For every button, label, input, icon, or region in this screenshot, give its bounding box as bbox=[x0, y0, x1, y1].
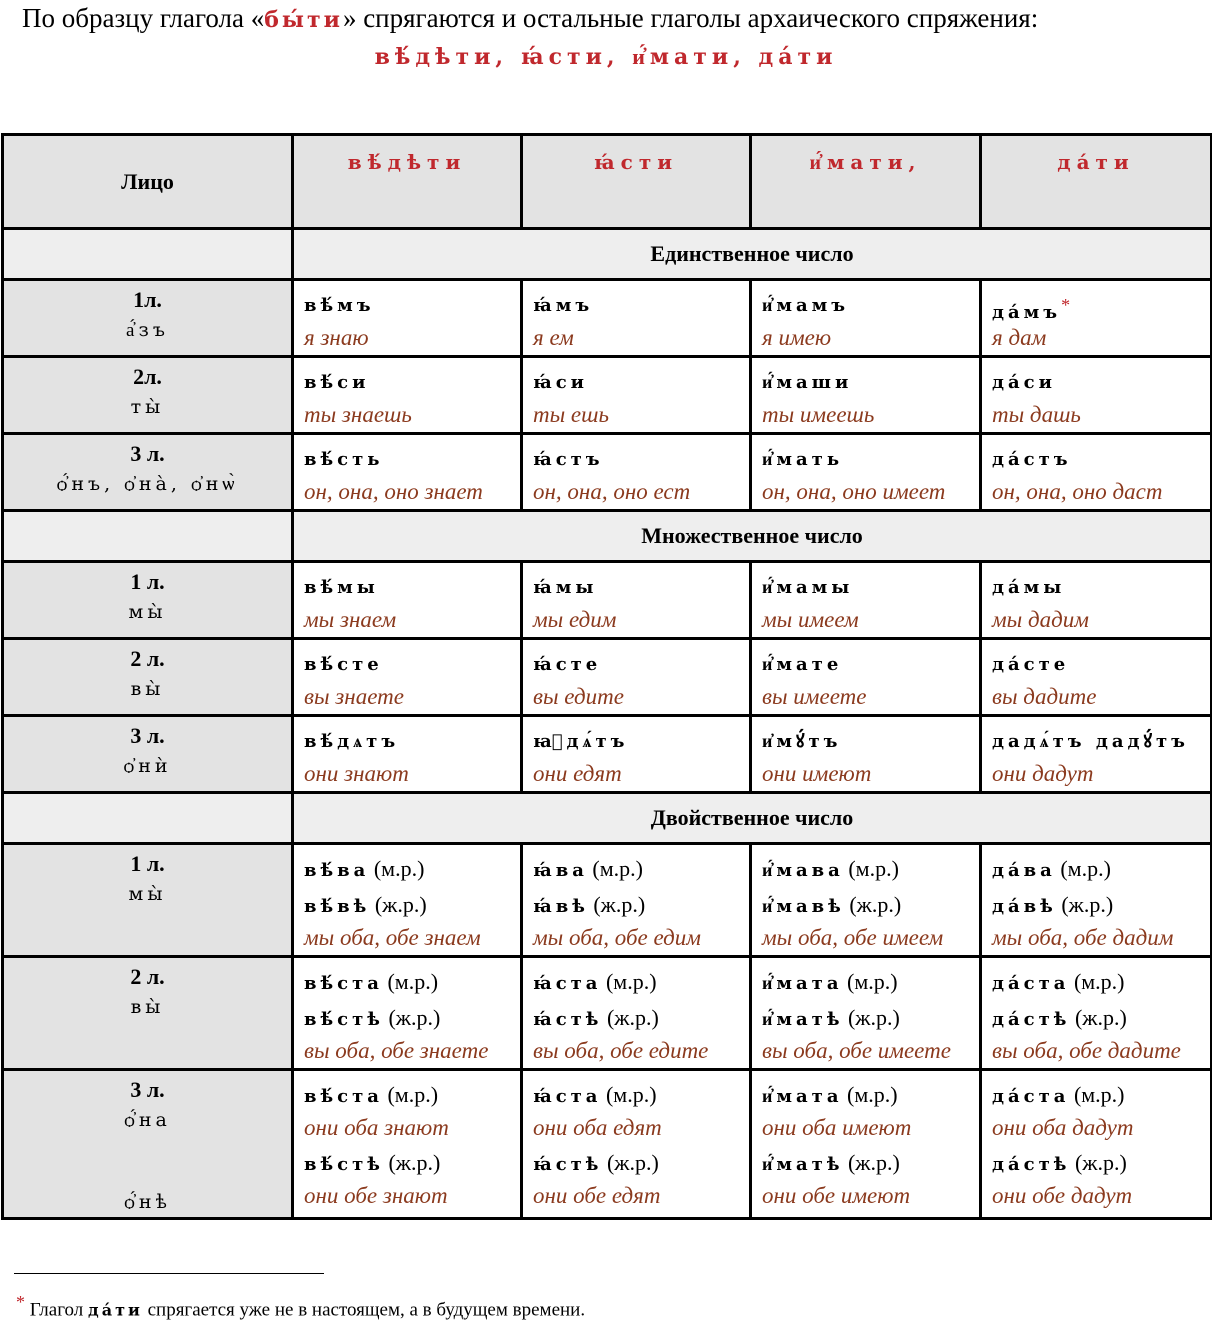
intro-text bbox=[22, 0, 1038, 38]
translation: он, она, оно знает bbox=[304, 479, 483, 504]
form-fem bbox=[762, 1000, 969, 1036]
form-cell bbox=[293, 716, 522, 793]
translation: они имеют bbox=[762, 761, 872, 786]
translation: они оба дадут bbox=[992, 1115, 1134, 1140]
pronoun: ѻ҆́нъ, ѻ҆на̀, ѻ҆нѡ̀ bbox=[56, 473, 239, 495]
form-fem bbox=[992, 887, 1200, 923]
gender-label: (м.р.) bbox=[1073, 969, 1125, 994]
translation: я знаю bbox=[304, 325, 369, 350]
translation: вы оба, обе знаете bbox=[304, 1038, 489, 1063]
gender-label: (м.р.) bbox=[605, 1082, 657, 1107]
person-cell bbox=[3, 957, 293, 1070]
form-cell bbox=[751, 357, 981, 434]
translation: они оба имеют bbox=[762, 1115, 912, 1140]
form-masc bbox=[762, 964, 969, 1000]
form-cell bbox=[522, 844, 751, 957]
form-line bbox=[533, 287, 739, 323]
person-cell bbox=[3, 434, 293, 511]
gender-label: (ж.р.) bbox=[593, 892, 646, 917]
table-row-s3 bbox=[3, 434, 1212, 511]
gender-label: (м.р.) bbox=[1060, 856, 1111, 881]
intro-before: По образцу глагола « bbox=[22, 3, 265, 33]
translation: вы знаете bbox=[304, 684, 404, 709]
form-line bbox=[533, 723, 739, 759]
form: и҆́матѣ bbox=[762, 1009, 844, 1030]
form-line bbox=[533, 646, 739, 682]
gender-label: (ж.р.) bbox=[1074, 1150, 1127, 1175]
form: ꙗ́вѣ bbox=[533, 896, 589, 917]
form-line bbox=[304, 723, 510, 759]
form: да́стѣ bbox=[992, 1009, 1071, 1030]
form-cell bbox=[751, 280, 981, 357]
form-cell bbox=[751, 957, 981, 1070]
form-cell bbox=[293, 1070, 522, 1219]
translation: я имею bbox=[762, 325, 832, 350]
form-cell bbox=[293, 280, 522, 357]
form-cell bbox=[751, 716, 981, 793]
form-masc bbox=[762, 851, 969, 887]
translation: он, она, оно ест bbox=[533, 479, 691, 504]
form: ꙗ́мъ bbox=[533, 295, 594, 316]
form: ꙗ́мы bbox=[533, 577, 598, 598]
table-row-s2 bbox=[3, 357, 1212, 434]
form-cell bbox=[751, 639, 981, 716]
translation: вы оба, обе имеете bbox=[762, 1038, 951, 1063]
person-cell bbox=[3, 357, 293, 434]
table-row-d3 bbox=[3, 1070, 1212, 1219]
person-cell bbox=[3, 562, 293, 639]
form-cell bbox=[981, 434, 1212, 511]
verb-list: вѣ́дѣти, ꙗ́сти, и҆́мати, да́ти bbox=[374, 44, 838, 70]
form-cell bbox=[522, 1070, 751, 1219]
translation: мы знаем bbox=[304, 607, 397, 632]
form: вѣ́мы bbox=[304, 577, 379, 598]
form-line bbox=[304, 287, 510, 323]
translation: мы оба, обе едим bbox=[533, 925, 701, 950]
pronoun: ѻ҆́нѣ bbox=[124, 1191, 171, 1213]
form: и҆́мамъ bbox=[762, 295, 850, 316]
translation: они знают bbox=[304, 761, 409, 786]
table-row-d2 bbox=[3, 957, 1212, 1070]
person-label: 2 л. bbox=[130, 646, 165, 671]
gender-label: (ж.р.) bbox=[388, 1150, 441, 1175]
translation: вы едите bbox=[533, 684, 624, 709]
form-fem bbox=[304, 1000, 510, 1036]
section-singular-row bbox=[3, 229, 1212, 280]
pronoun: ѻ҆́на bbox=[124, 1109, 171, 1131]
translation: они обе дадут bbox=[992, 1183, 1133, 1208]
form: вѣ́вѣ bbox=[304, 896, 371, 917]
form-masc bbox=[533, 1077, 739, 1113]
form: да́ста bbox=[992, 1086, 1070, 1107]
form: вѣ́дѧтъ bbox=[304, 731, 400, 752]
translation: ты ешь bbox=[533, 402, 609, 427]
form-cell bbox=[293, 357, 522, 434]
form: вѣ́сть bbox=[304, 449, 384, 470]
form-line bbox=[304, 364, 510, 400]
gender-label: (м.р.) bbox=[848, 856, 899, 881]
form-cell bbox=[522, 434, 751, 511]
form-fem bbox=[762, 1145, 969, 1181]
person-label: 2 л. bbox=[130, 964, 165, 989]
form: ꙗ́ста bbox=[533, 1086, 602, 1107]
section-singular: Единственное число bbox=[293, 229, 1212, 280]
form-cell bbox=[981, 1070, 1212, 1219]
form-cell bbox=[293, 639, 522, 716]
form: да́си bbox=[992, 372, 1056, 393]
person-cell bbox=[3, 280, 293, 357]
form-line bbox=[992, 646, 1200, 682]
form: да́вѣ bbox=[992, 896, 1057, 917]
form: и҆мꙋ́тъ bbox=[762, 731, 842, 752]
gender-label: (ж.р.) bbox=[847, 1005, 900, 1030]
gender-label: (м.р.) bbox=[847, 1082, 898, 1107]
form-cell bbox=[293, 957, 522, 1070]
translation: ты дашь bbox=[992, 402, 1081, 427]
section-blank bbox=[3, 793, 293, 844]
form: ꙗ́стѣ bbox=[533, 1009, 603, 1030]
form-cell bbox=[293, 562, 522, 639]
pronoun: мы̀ bbox=[128, 601, 167, 623]
form-line bbox=[533, 441, 739, 477]
pronoun: ѻ҆нѝ bbox=[123, 755, 172, 777]
person-label: 2л. bbox=[133, 364, 162, 389]
translation: ты имеешь bbox=[762, 402, 875, 427]
pronoun: мы̀ bbox=[128, 883, 167, 905]
form-fem bbox=[992, 1145, 1200, 1181]
person-label: 1 л. bbox=[130, 569, 165, 594]
translation: вы оба, обе едите bbox=[533, 1038, 709, 1063]
form-cell bbox=[522, 357, 751, 434]
gender-label: (м.р.) bbox=[592, 856, 643, 881]
form: вѣ́ва bbox=[304, 860, 370, 881]
person-cell bbox=[3, 844, 293, 957]
person-label: 3 л. bbox=[130, 1077, 165, 1102]
form-cell bbox=[981, 957, 1212, 1070]
form-fem bbox=[533, 887, 739, 923]
form: вѣ́ста bbox=[304, 973, 383, 994]
header-row bbox=[3, 135, 1212, 229]
form: да́ста bbox=[992, 973, 1070, 994]
translation: вы дадите bbox=[992, 684, 1097, 709]
gender-label: (м.р.) bbox=[605, 969, 657, 994]
person-label: 1 л. bbox=[130, 851, 165, 876]
translation: ты знаешь bbox=[304, 402, 412, 427]
form-cell bbox=[981, 844, 1212, 957]
form-line bbox=[992, 364, 1200, 400]
header-verb-imati: и҆́мати, bbox=[751, 135, 981, 229]
form: да́мъ bbox=[992, 302, 1062, 323]
form-cell bbox=[293, 844, 522, 957]
translation: он, она, оно даст bbox=[992, 479, 1163, 504]
form-fem bbox=[533, 1145, 739, 1181]
gender-label: (м.р.) bbox=[847, 969, 898, 994]
header-verb-vedeti: вѣ́дѣти bbox=[293, 135, 522, 229]
gender-label: (ж.р.) bbox=[374, 892, 427, 917]
translation: они обе едят bbox=[533, 1183, 661, 1208]
form-line bbox=[762, 364, 969, 400]
form: вѣ́си bbox=[304, 372, 370, 393]
form-cell bbox=[751, 562, 981, 639]
footnote-after: спрягается уже не в настоящем, а в будущем времени. bbox=[142, 1299, 586, 1321]
form-line bbox=[992, 441, 1200, 477]
form-masc bbox=[533, 851, 739, 887]
form: и҆́мате bbox=[762, 654, 843, 675]
section-dual: Двойственное число bbox=[293, 793, 1212, 844]
form: вѣ́стѣ bbox=[304, 1009, 384, 1030]
pronoun: ты̀ bbox=[130, 396, 165, 418]
footnote-verb: да́ти bbox=[88, 1300, 143, 1320]
table-row-d1 bbox=[3, 844, 1212, 957]
form: ꙗ́ста bbox=[533, 973, 602, 994]
form: ꙗ́сте bbox=[533, 654, 602, 675]
section-plural: Множественное число bbox=[293, 511, 1212, 562]
translation: они обе имеют bbox=[762, 1183, 911, 1208]
form: и҆́мавѣ bbox=[762, 896, 845, 917]
form-cell bbox=[522, 957, 751, 1070]
form: и҆́мата bbox=[762, 1086, 843, 1107]
form: и҆́матѣ bbox=[762, 1154, 844, 1175]
form: ꙗ́стѣ bbox=[533, 1154, 603, 1175]
form: и҆́мата bbox=[762, 973, 843, 994]
gender-label: (ж.р.) bbox=[847, 1150, 900, 1175]
intro-after: » спрягаются и остальные глаголы архаического спряжения: bbox=[342, 3, 1039, 33]
translation: они едят bbox=[533, 761, 622, 786]
form-cell bbox=[751, 844, 981, 957]
form-cell bbox=[293, 434, 522, 511]
form-fem bbox=[992, 1000, 1200, 1036]
section-plural-row bbox=[3, 511, 1212, 562]
form-line bbox=[992, 569, 1200, 605]
form: ꙗ́ва bbox=[533, 860, 588, 881]
form-masc bbox=[533, 964, 739, 1000]
person-label: 3 л. bbox=[130, 723, 165, 748]
form: и҆́мамы bbox=[762, 577, 854, 598]
form-line bbox=[762, 723, 969, 759]
person-cell bbox=[3, 639, 293, 716]
intro-verb: бы́ти bbox=[264, 7, 343, 33]
form: да́стъ bbox=[992, 449, 1072, 470]
form: и҆́мава bbox=[762, 860, 844, 881]
form-masc bbox=[992, 851, 1200, 887]
translation: мы оба, обе знаем bbox=[304, 925, 481, 950]
gender-label: (ж.р.) bbox=[388, 1005, 441, 1030]
form-line bbox=[992, 287, 1200, 323]
translation: я ем bbox=[533, 325, 574, 350]
footnote-divider bbox=[14, 1273, 324, 1274]
form-masc bbox=[304, 1077, 510, 1113]
translation: вы оба, обе дадите bbox=[992, 1038, 1181, 1063]
form-cell bbox=[751, 1070, 981, 1219]
translation: они оба знают bbox=[304, 1115, 449, 1140]
form-cell bbox=[751, 434, 981, 511]
translation: мы едим bbox=[533, 607, 617, 632]
table-row-p2 bbox=[3, 639, 1212, 716]
form: и҆́маши bbox=[762, 372, 853, 393]
gender-label: (ж.р.) bbox=[849, 892, 902, 917]
form-fem bbox=[533, 1000, 739, 1036]
header-verb-yasti: ꙗ́сти bbox=[522, 135, 751, 229]
gender-label: (м.р.) bbox=[1073, 1082, 1125, 1107]
form-cell bbox=[981, 716, 1212, 793]
form-cell bbox=[981, 562, 1212, 639]
form-cell bbox=[981, 357, 1212, 434]
form-masc bbox=[992, 964, 1200, 1000]
form-fem bbox=[304, 1145, 510, 1181]
translation: я дам bbox=[992, 325, 1047, 350]
translation: они дадут bbox=[992, 761, 1094, 786]
form: и҆́мать bbox=[762, 449, 844, 470]
form-line bbox=[304, 646, 510, 682]
gender-label: (м.р.) bbox=[387, 1082, 439, 1107]
conjugation-table bbox=[1, 133, 1212, 1220]
form: вѣ́ста bbox=[304, 1086, 383, 1107]
gender-label: (ж.р.) bbox=[606, 1150, 659, 1175]
translation: мы оба, обе дадим bbox=[992, 925, 1174, 950]
footnote bbox=[16, 1292, 585, 1321]
form-cell bbox=[981, 280, 1212, 357]
person-label: 1л. bbox=[133, 287, 162, 312]
form-line bbox=[304, 569, 510, 605]
translation: мы имеем bbox=[762, 607, 859, 632]
form: да́ва bbox=[992, 860, 1056, 881]
gender-label: (ж.р.) bbox=[1061, 892, 1114, 917]
form-line bbox=[762, 287, 969, 323]
translation: мы оба, обе имеем bbox=[762, 925, 944, 950]
form-cell bbox=[981, 639, 1212, 716]
form: да́сте bbox=[992, 654, 1070, 675]
pronoun-spacer bbox=[4, 1135, 291, 1187]
gender-label: (м.р.) bbox=[373, 856, 425, 881]
form-fem bbox=[762, 887, 969, 923]
form-line bbox=[762, 441, 969, 477]
gender-label: (ж.р.) bbox=[1074, 1005, 1127, 1030]
translation: вы имеете bbox=[762, 684, 867, 709]
translation: он, она, оно имеет bbox=[762, 479, 946, 504]
pronoun: а҆́зъ bbox=[126, 319, 169, 341]
form: ꙗ́стъ bbox=[533, 449, 604, 470]
section-blank bbox=[3, 511, 293, 562]
section-blank bbox=[3, 229, 293, 280]
form-fem bbox=[304, 887, 510, 923]
gender-label: (ж.р.) bbox=[606, 1005, 659, 1030]
person-cell bbox=[3, 716, 293, 793]
form-line bbox=[533, 569, 739, 605]
form: ꙗ҆дѧ́тъ bbox=[533, 731, 629, 752]
form: да́мы bbox=[992, 577, 1066, 598]
pronoun: вы̀ bbox=[130, 996, 165, 1018]
form-line bbox=[304, 441, 510, 477]
translation: они обе знают bbox=[304, 1183, 448, 1208]
form-line bbox=[762, 646, 969, 682]
form-masc bbox=[304, 964, 510, 1000]
form: вѣ́сте bbox=[304, 654, 383, 675]
form-cell bbox=[522, 639, 751, 716]
form-masc bbox=[762, 1077, 969, 1113]
footnote-star: * bbox=[16, 1292, 25, 1312]
form: дадѧ́тъ дадꙋ́тъ bbox=[992, 731, 1189, 752]
header-lico: Лицо bbox=[3, 135, 293, 229]
footnote-before: Глагол bbox=[29, 1299, 89, 1321]
person-cell bbox=[3, 1070, 293, 1219]
translation: мы дадим bbox=[992, 607, 1089, 632]
pronoun: вы̀ bbox=[130, 678, 165, 700]
table-row-p1 bbox=[3, 562, 1212, 639]
form: вѣ́мъ bbox=[304, 295, 375, 316]
form-line bbox=[992, 723, 1200, 759]
form-cell bbox=[522, 562, 751, 639]
table-row-p3 bbox=[3, 716, 1212, 793]
section-dual-row bbox=[3, 793, 1212, 844]
form-masc bbox=[992, 1077, 1200, 1113]
form-cell bbox=[522, 280, 751, 357]
form-line bbox=[762, 569, 969, 605]
footnote-star-mark: * bbox=[1061, 295, 1071, 315]
table-row-s1 bbox=[3, 280, 1212, 357]
form-masc bbox=[304, 851, 510, 887]
form: вѣ́стѣ bbox=[304, 1154, 384, 1175]
form-cell bbox=[522, 716, 751, 793]
form: да́стѣ bbox=[992, 1154, 1071, 1175]
gender-label: (м.р.) bbox=[387, 969, 439, 994]
person-label: 3 л. bbox=[130, 441, 165, 466]
form: ꙗ́си bbox=[533, 372, 589, 393]
form-line bbox=[533, 364, 739, 400]
header-verb-dati: да́ти bbox=[981, 135, 1212, 229]
translation: они оба едят bbox=[533, 1115, 662, 1140]
